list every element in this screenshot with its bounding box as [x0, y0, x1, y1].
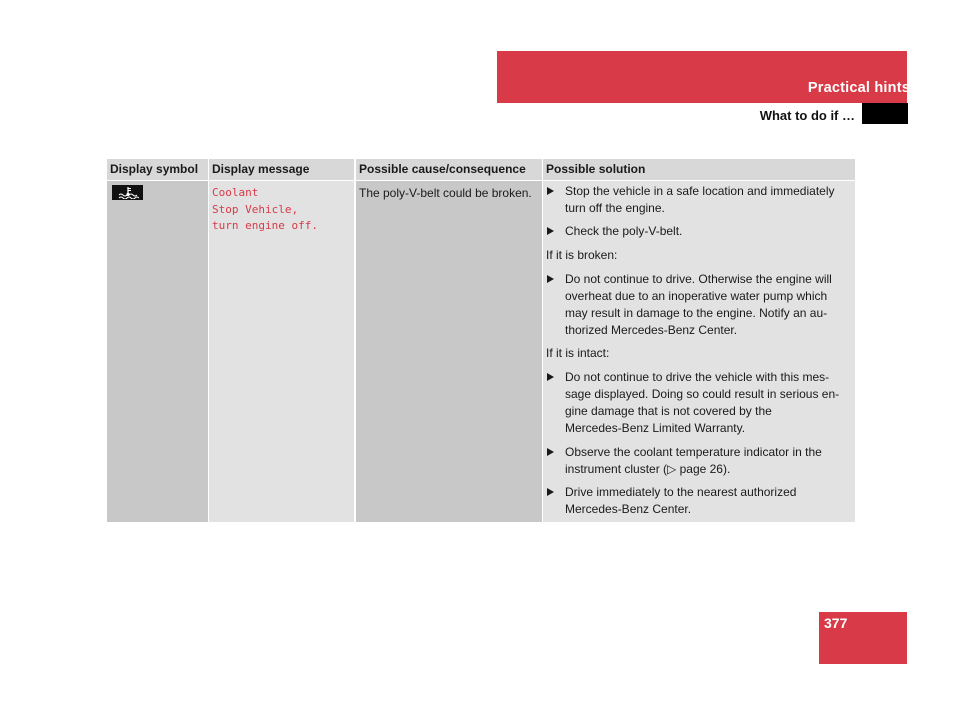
- section-title: Practical hints: [807, 80, 910, 96]
- coolant-temperature-icon: [112, 185, 143, 200]
- display-message-table: [107, 159, 855, 522]
- column-header-possible-solution: Possible solution: [543, 159, 855, 180]
- message-line: Stop Vehicle,: [212, 202, 299, 216]
- bullet-arrow-icon: [547, 227, 554, 235]
- message-line: Coolant: [212, 186, 259, 199]
- section-tab-marker: [862, 103, 908, 124]
- column-header-display-message: Display message: [209, 159, 354, 180]
- display-message-text: [212, 185, 318, 235]
- condition-intact: If it is intact:: [546, 346, 610, 360]
- bullet-arrow-icon: [547, 275, 554, 283]
- cell-display-symbol: [107, 181, 208, 522]
- subsection-title: What to do if …: [759, 108, 855, 123]
- cell-possible-cause: [356, 181, 542, 522]
- bullet-arrow-icon: [547, 187, 554, 195]
- bullet-arrow-icon: [547, 373, 554, 381]
- cell-possible-solution: Stop the vehicle in a safe location and immediately turn off the engine. Check the poly-V-belt. If it is broken: Do not continue to drive. Otherwise the engine will overheat due to an inoperative water pump which may result in damage to the engine. Notify an au- thorized Mercedes-Benz Center. If it is intact: Do not continue to drive the vehicle with this mes- sage displayed. Doing so could result in serious en- gine damage that is not covered by the Mercedes-Benz Limited Warranty. Observe the coolant temperature indicator in the instrument cluster (▷ page 26). Drive immediately to the nearest authorized Mercedes-Benz Center.: [543, 181, 855, 522]
- condition-broken: If it is broken:: [546, 248, 618, 262]
- bullet-arrow-icon: [547, 488, 554, 496]
- message-line: turn engine off.: [212, 219, 318, 232]
- cell-display-message: [209, 181, 354, 522]
- bullet-arrow-icon: [547, 448, 554, 456]
- page-number: 377: [824, 615, 848, 631]
- column-header-display-symbol: Display symbol: [107, 159, 208, 180]
- column-header-possible-cause: Possible cause/consequence: [356, 159, 542, 180]
- cause-text: The poly-V-belt could be broken.: [359, 186, 532, 200]
